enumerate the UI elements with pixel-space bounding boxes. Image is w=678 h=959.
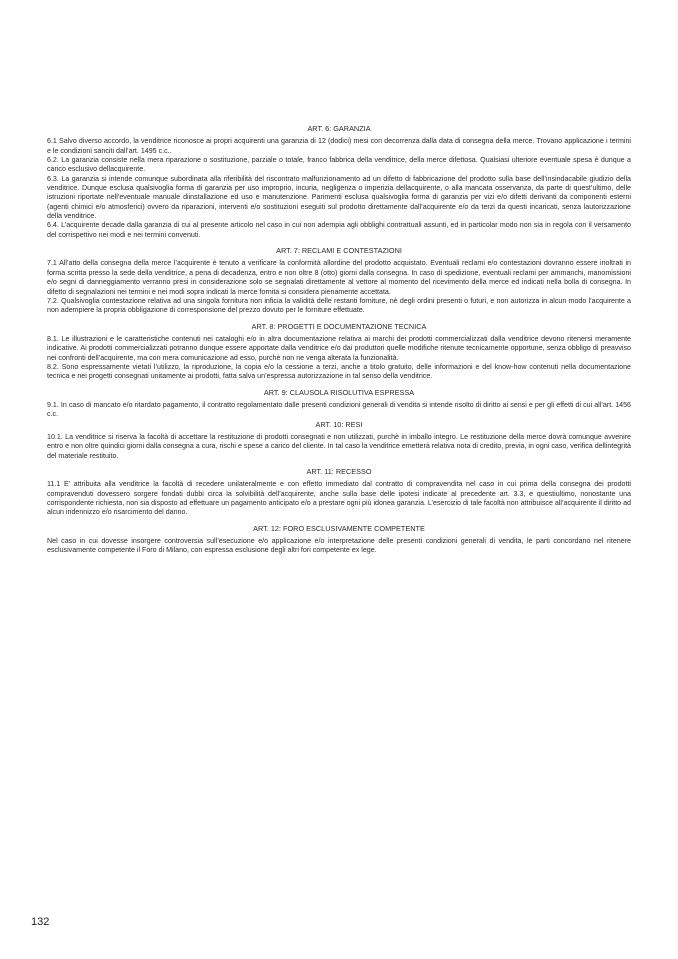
paragraph: 11.1 E’ attribuita alla venditrice la facoltà di recedere unilateralmente e con effetto immediato dal contratto di compravendita nel caso in cui prima della consegna dei prodotti compravenduti dovessero sorgere fondati dubbi circa la solvibilità dell’acquirente, anche sulla base delle ipotesi indicate al precedente art. 3.3, e questiultimo, nonostante una corrispondente richiesta, non sia disposto ad effettuare un pagamento anticipato e/o a prestare ogni più idonea garanzia. L’esercizio di tale facoltà non attribuisce all’acquirente il diritto ad alcun indennizzo e/o risarcimento del danno. bbox=[47, 480, 631, 517]
article-12 bbox=[47, 524, 631, 556]
article-10 bbox=[47, 420, 631, 461]
paragraph: 6.1 Salvo diverso accordo, la venditrice riconosce ai propri acquirenti una garanzia di 12 (dodici) mesi con decorrenza dalla data di consegna della merce. Trovano applicazione i termini e le condizioni sanciti dall’art. 1495 c.c.. bbox=[47, 137, 631, 155]
paragraph: 6.4. L’acquirente decade dalla garanzia di cui al presente articolo nel caso in cui non adempia agli obblighi contrattuali assunti, ed in particolar modo non sia in regola con il versamento del corrispettivo nei modi e nei termini convenuti. bbox=[47, 221, 631, 239]
article-6 bbox=[47, 124, 631, 240]
article-title: ART. 12: FORO ESCLUSIVAMENTE COMPETENTE bbox=[253, 523, 425, 533]
article-9 bbox=[47, 388, 631, 420]
paragraph: 7.2. Qualsivoglia contestazione relativa ad una singola fornitura non inficia la validità delle restanti forniture, nè degli ordini presenti o futuri, e non autorizza in alcun modo l’acquirente a non adempiere la propria obbligazione di corresponsione del prezzo dovuto per le forniture effettuate. bbox=[47, 296, 631, 315]
article-title: ART. 10: RESI bbox=[315, 419, 363, 429]
paragraph: 9.1. In caso di mancato e/o ritardato pagamento, il contratto regolamentato dalle presenti condizioni generali di vendita si intende risolto di diritto ai sensi e per gli effetti di cui all’art. 1456 c.c. bbox=[47, 400, 631, 419]
article-title: ART. 9: CLAUSOLA RISOLUTIVA ESPRESSA bbox=[263, 387, 415, 397]
document-body bbox=[47, 124, 631, 562]
article-11 bbox=[47, 467, 631, 518]
paragraph: 6.3. La garanzia si intende comunque subordinata alla riferibilità del riscontrato malfunzionamento ad un difetto di fabbricazione del prodotto sulla base dell’insindacabile giudizio della venditrice. Dunque esclusa qualsivoglia forma di garanzia per uso improprio, incuria, negligenza o imperizia dellacquirente, o alla mancata osservanza, da parte di quest’ultimo, delle istruzioni riportate nell’eventuale manuale diinstallazione ed uso e manutenzione. Parimenti esclusa qualsivoglia forma di garanzia per vizi e/o difetti derivanti da componenti esterni (agenti chimici e/o atmosferici) ovvero da riparazioni, interventi e/o sostituzioni eseguiti sul prodotto direttamente dall’acquirente e/o da terzi da questi incaricati, senza lautorizzazione della venditrice. bbox=[47, 174, 631, 221]
paragraph: Nel caso in cui dovesse insorgere controversia sull’esecuzione e/o applicazione e/o interpretazione delle presenti condizioni generali di vendita, le parti concordano nel ritenere esclusivamente competente il Foro di Milano, con espressa esclusione degli altri fori competente ex lege. bbox=[47, 537, 631, 555]
paragraph: 6.2. La garanzia consiste nella mera riparazione o sostituzione, parziale o totale, franco fabbrica della venditrice, della merce difettosa. Qualsiasi ulteriore eventuale spesa è dunque a carico esclusivo dellacquirente. bbox=[47, 156, 631, 174]
article-title: ART. 11: RECESSO bbox=[306, 467, 372, 476]
article-8 bbox=[47, 322, 631, 382]
paragraph: 10.1. La venditrice si riserva la facoltà di accettare la restituzione di prodotti consegnati e non utilizzati, purchè in imballo integro. Le restituzione della merce dovrà comunque avvenire entro e non oltre quindici giorni dalla consegna a cura, rischi e spese a carico del cliente. In tal caso la venditrice emetterà relativa nota di credito, previa, in ogni caso, verifica dellintegrità del materiale restituito. bbox=[47, 432, 631, 460]
article-title: ART. 7: RECLAMI E CONTESTAZIONI bbox=[276, 246, 402, 256]
paragraph: 8.1. Le illustrazioni e le caratteristiche contenuti nei cataloghi e/o in altra documentazione relativa ai marchi dei prodotti commercializzati dalla venditrice devono ritenersi meramente indicative. Ai prodotti commercializzati potranno dunque essere apportate dalla venditrice e/o dai produttori quelle modifiche ritenute tecnicamente opportune, senza obbligo di preavviso nei confronti dell’acquirente, ma con mera comunicazione ad esso, purchè non ne venga alterata la funzionalità. bbox=[47, 334, 631, 362]
article-title: ART. 6: GARANZIA bbox=[307, 124, 371, 133]
paragraph: 8.2. Sono espressamente vietati l’utilizzo, la riproduzione, la copia e/o la cessione a terzi, anche a titolo gratuito, delle informazioni e del know-how contenuti nella documentazione tecnica e nei progetti consegnati unitamente ai prodotti, fatta salva un’espressa autorizzazione in tal senso della venditrice. bbox=[47, 362, 631, 381]
paragraph: 7.1 All’atto della consegna della merce l’acquirente è tenuto a verificare la conformità allordine del prodotto acquistato. Eventuali reclami e/o contestazioni dovranno essere inoltrati in forma scritta presso la sede della venditrice, a pena di decadenza, entro e non oltre 8 (otto) giorni dalla consegna. In caso di spedizione, eventuali reclami per ammanchi, manomissioni e/o segni di danneggiamento verranno presi in considerazione solo se segnalati direttamente al vettore al momento del ricevimento della merce ed indicati nella bolla di consegna. In difetto di segnalazioni nei termini e nei modi sopra indicati la merce fornita si considera pienamente accettata. bbox=[47, 259, 631, 296]
article-7 bbox=[47, 246, 631, 315]
article-title: ART. 8: PROGETTI E DOCUMENTAZIONE TECNICA bbox=[251, 321, 427, 331]
page-number: 132 bbox=[31, 916, 50, 928]
